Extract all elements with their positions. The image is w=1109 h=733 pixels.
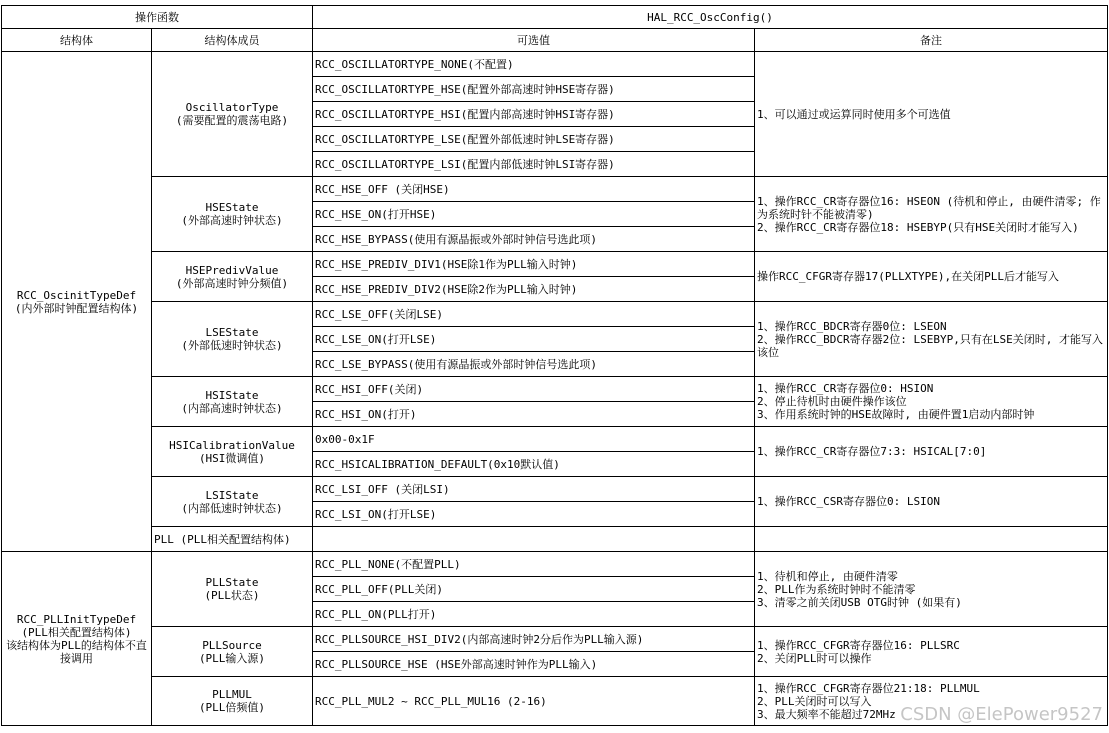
option-cell: RCC_HSE_OFF (关闭HSE) xyxy=(313,177,755,202)
option-cell: RCC_PLL_NONE(不配置PLL) xyxy=(313,552,755,577)
option-cell: RCC_PLLSOURCE_HSI_DIV2(内部高速时钟2分后作为PLL输入源) xyxy=(313,627,755,652)
member-pllmul: PLLMUL (PLL倍频值) xyxy=(152,677,313,726)
option-cell: RCC_OSCILLATORTYPE_HSI(配置内部高速时钟HSI寄存器) xyxy=(313,102,755,127)
struct-oscinit: RCC_OscinitTypeDef (内外部时钟配置结构体) xyxy=(2,52,152,552)
table-row xyxy=(2,52,1108,77)
note-lsestate: 1、操作RCC_BDCR寄存器0位: LSEON 2、操作RCC_BDCR寄存器2位: LSEBYP,只有在LSE关闭时, 才能写入该位 xyxy=(755,302,1108,377)
table-row xyxy=(2,477,1108,502)
osc-config-table xyxy=(1,5,1108,726)
col-options-header: 可选值 xyxy=(313,29,755,52)
note-pllstate: 1、待机和停止, 由硬件清零 2、PLL作为系统时钟时不能清零 3、清零之前关闭USB OTG时钟 (如果有) xyxy=(755,552,1108,627)
note-hsicalibration: 1、操作RCC_CR寄存器位7:3: HSICAL[7:0] xyxy=(755,427,1108,477)
note-cell-empty xyxy=(755,527,1108,552)
table-row xyxy=(2,527,1108,552)
option-cell-empty xyxy=(313,527,755,552)
member-hsestate: HSEState (外部高速时钟状态) xyxy=(152,177,313,252)
header-row-function xyxy=(2,6,1108,29)
function-label: 操作函数 xyxy=(2,6,313,29)
option-cell: RCC_HSICALIBRATION_DEFAULT(0x10默认值) xyxy=(313,452,755,477)
option-cell: RCC_OSCILLATORTYPE_LSE(配置外部低速时钟LSE寄存器) xyxy=(313,127,755,152)
member-oscillatortype: OscillatorType (需要配置的震荡电路) xyxy=(152,52,313,177)
member-pllstate: PLLState (PLL状态) xyxy=(152,552,313,627)
option-cell: RCC_PLL_ON(PLL打开) xyxy=(313,602,755,627)
note-pllsource: 1、操作RCC_CFGR寄存器位16: PLLSRC 2、关闭PLL时可以操作 xyxy=(755,627,1108,677)
table-row xyxy=(2,677,1108,726)
option-cell: RCC_OSCILLATORTYPE_NONE(不配置) xyxy=(313,52,755,77)
option-cell: RCC_PLL_OFF(PLL关闭) xyxy=(313,577,755,602)
watermark: CSDN @ElePower9527 xyxy=(900,704,1103,725)
note-lsistate: 1、操作RCC_CSR寄存器位0: LSION xyxy=(755,477,1108,527)
note-hsistate: 1、操作RCC_CR寄存器位0: HSION 2、停止待机时由硬件操作该位 3、作用系统时钟的HSE故障时, 由硬件置1启动内部时钟 xyxy=(755,377,1108,427)
option-cell: RCC_PLLSOURCE_HSE (HSE外部高速时钟作为PLL输入) xyxy=(313,652,755,677)
option-cell: RCC_HSI_ON(打开) xyxy=(313,402,755,427)
struct-pllinit: RCC_PLLInitTypeDef (PLL相关配置结构体) 该结构体为PLL的结构体不直接调用 xyxy=(2,552,152,726)
member-hsicalibration: HSICalibrationValue (HSI微调值) xyxy=(152,427,313,477)
option-cell: RCC_PLL_MUL2 ~ RCC_PLL_MUL16 (2-16) xyxy=(313,677,755,726)
option-cell: RCC_HSE_PREDIV_DIV1(HSE除1作为PLL输入时钟) xyxy=(313,252,755,277)
table-row xyxy=(2,302,1108,327)
option-cell: RCC_LSE_ON(打开LSE) xyxy=(313,327,755,352)
option-cell: 0x00-0x1F xyxy=(313,427,755,452)
option-cell: RCC_LSE_OFF(关闭LSE) xyxy=(313,302,755,327)
member-lsestate: LSEState (外部低速时钟状态) xyxy=(152,302,313,377)
table-row xyxy=(2,252,1108,277)
member-hseprediv: HSEPredivValue (外部高速时钟分频值) xyxy=(152,252,313,302)
table-row xyxy=(2,427,1108,452)
option-cell: RCC_LSE_BYPASS(使用有源晶振或外部时钟信号选此项) xyxy=(313,352,755,377)
member-hsistate: HSIState (内部高速时钟状态) xyxy=(152,377,313,427)
option-cell: RCC_HSE_PREDIV_DIV2(HSE除2作为PLL输入时钟) xyxy=(313,277,755,302)
col-struct-header: 结构体 xyxy=(2,29,152,52)
option-cell: RCC_HSE_ON(打开HSE) xyxy=(313,202,755,227)
col-member-header: 结构体成员 xyxy=(152,29,313,52)
member-pllsource: PLLSource (PLL输入源) xyxy=(152,627,313,677)
note-oscillatortype: 1、可以通过或运算同时使用多个可选值 xyxy=(755,52,1108,177)
note-pllmul: 1、操作RCC_CFGR寄存器位21:18: PLLMUL 2、PLL关闭时可以写入 3、最大频率不能超过72MHz xyxy=(755,677,1108,726)
function-value: HAL_RCC_OscConfig() xyxy=(313,6,1108,29)
option-cell: RCC_LSI_ON(打开LSE) xyxy=(313,502,755,527)
option-cell: RCC_OSCILLATORTYPE_LSI(配置内部低速时钟LSI寄存器) xyxy=(313,152,755,177)
table-row xyxy=(2,552,1108,577)
option-cell: RCC_OSCILLATORTYPE_HSE(配置外部高速时钟HSE寄存器) xyxy=(313,77,755,102)
option-cell: RCC_LSI_OFF (关闭LSI) xyxy=(313,477,755,502)
table-row xyxy=(2,627,1108,652)
option-cell: RCC_HSE_BYPASS(使用有源晶振或外部时钟信号选此项) xyxy=(313,227,755,252)
note-hsestate: 1、操作RCC_CR寄存器位16: HSEON (待机和停止, 由硬件清零; 作为系统时针不能被清零) 2、操作RCC_CR寄存器位18: HSEBYP(只有HSE关闭时才能写入) xyxy=(755,177,1108,252)
table-row xyxy=(2,377,1108,402)
col-notes-header: 备注 xyxy=(755,29,1108,52)
note-hseprediv: 操作RCC_CFGR寄存器17(PLLXTYPE),在关闭PLL后才能写入 xyxy=(755,252,1108,302)
member-pll: PLL (PLL相关配置结构体) xyxy=(152,527,313,552)
member-lsistate: LSIState (内部低速时钟状态) xyxy=(152,477,313,527)
table-row xyxy=(2,177,1108,202)
option-cell: RCC_HSI_OFF(关闭) xyxy=(313,377,755,402)
header-row-columns xyxy=(2,29,1108,52)
